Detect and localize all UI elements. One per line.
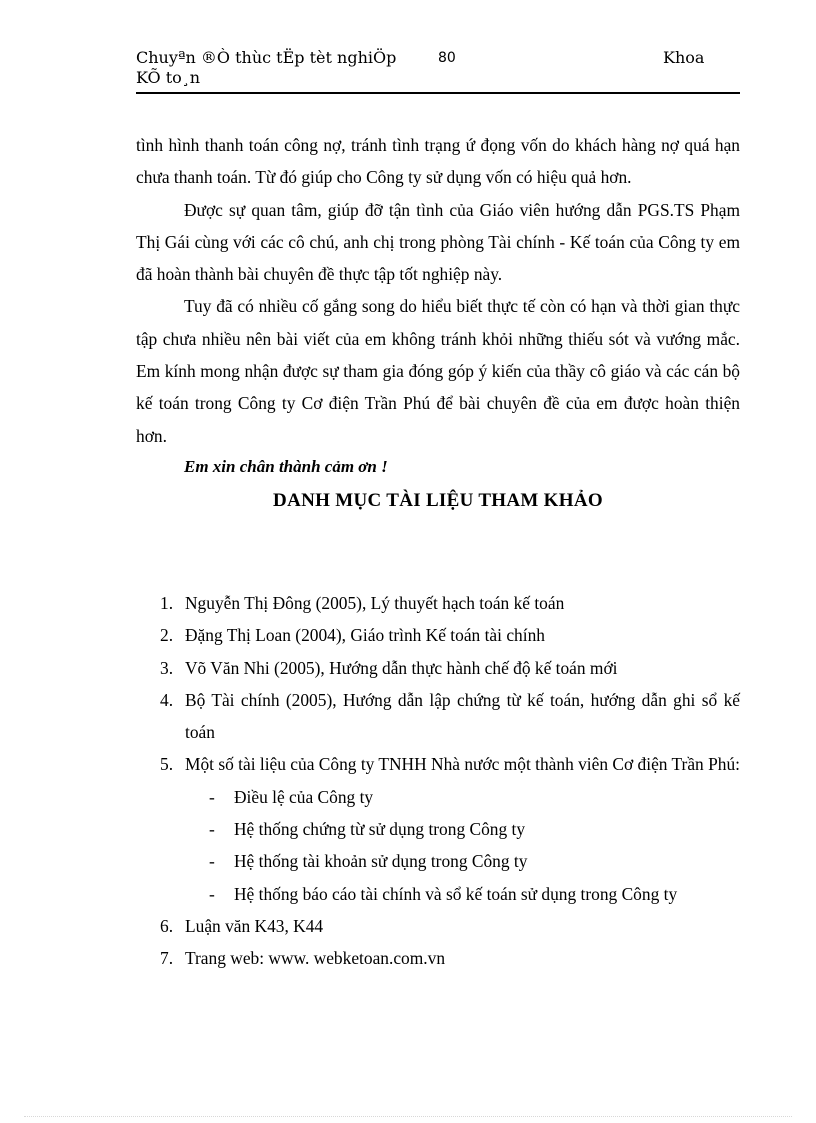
reference-number: 2. (160, 625, 174, 646)
reference-text: Trang web: www. webketoan.com.vn (185, 948, 446, 969)
sub-list-item (185, 845, 740, 877)
reference-item (136, 587, 740, 619)
reference-text: Nguyễn Thị Đông (2005), Lý thuyết hạch toán kế toán (185, 593, 565, 613)
sub-list-item (185, 781, 740, 813)
sub-item-text: Hệ thống báo cáo tài chính và sổ kế toán sử dụng trong Công ty (234, 883, 678, 904)
dash-bullet: - (209, 819, 215, 840)
body-text (136, 129, 740, 516)
reference-number: 5. (160, 754, 174, 775)
sub-list-item (185, 813, 740, 845)
paragraph-acknowledgement: Được sự quan tâm, giúp đỡ tận tình của Giáo viên hướng dẫn PGS.TS Phạm Thị Gái cùng với các cô chú, anh chị trong phòng Tài chính - Kế toán của Công ty em đã hoàn thành bài chuyên đề thực tập tốt nghiệp này. (136, 199, 740, 285)
sub-item-text: Điều lệ của Công ty (234, 786, 374, 807)
reference-item (136, 748, 740, 909)
page-header (136, 48, 740, 94)
sub-item-text: Hệ thống chứng từ sử dụng trong Công ty (234, 819, 526, 840)
reference-text: Đặng Thị Loan (2004), Giáo trình Kế toán tài chính (185, 625, 545, 646)
reference-text: Một số tài liệu của Công ty TNHH Nhà nước một thành viên Cơ điện Trần Phú: (185, 754, 740, 775)
reference-item (136, 619, 740, 651)
reference-item (136, 652, 740, 684)
thanks-line: Em xin chân thành cảm ơn ! (184, 456, 388, 476)
header-department: Khoa (663, 48, 705, 67)
company-documents-list (185, 781, 740, 910)
paragraph-continuation: tình hình thanh toán công nợ, tránh tình trạng ứ đọng vốn do khách hàng nợ quá hạn chưa thanh toán. Từ đó giúp cho Công ty sử dụng vốn có hiệu quả hơn. (136, 135, 740, 188)
dash-bullet: - (209, 883, 215, 904)
dash-bullet: - (209, 786, 215, 807)
reference-number: 6. (160, 915, 174, 936)
reference-text: Bộ Tài chính (2005), Hướng dẫn lập chứng từ kế toán, hướng dẫn ghi sổ kế toán (185, 689, 740, 743)
header-title: Chuyªn ®Ò thùc tËp tèt nghiÖp KÕ to¸n (136, 48, 397, 87)
reference-item (136, 684, 740, 749)
footer-dotted-rule (24, 1116, 792, 1117)
paragraph-apology: Tuy đã có nhiều cố gắng song do hiểu biết thực tế còn có hạn và thời gian thực tập chưa nhiều nên bài viết của em không tránh khỏi những thiếu sót và vướng mắc. Em kính mong nhận được sự tham gia đóng góp ý kiến của thầy cô giáo và các cán bộ kế toán trong Công ty Cơ điện Trần Phú để bài chuyên đề của em được hoàn thiện hơn. (136, 296, 740, 446)
dash-bullet: - (209, 851, 215, 872)
reference-number: 1. (160, 593, 174, 613)
reference-number: 4. (160, 689, 174, 710)
reference-item (136, 942, 740, 974)
references-heading: DANH MỤC TÀI LIỆU THAM KHẢO (273, 489, 603, 511)
reference-number: 7. (160, 948, 174, 969)
reference-item (136, 910, 740, 942)
sub-list-item (185, 878, 740, 910)
page-number: 80 (438, 50, 456, 66)
references-list (136, 587, 740, 975)
reference-number: 3. (160, 657, 174, 678)
sub-item-text: Hệ thống tài khoản sử dụng trong Công ty (234, 851, 528, 872)
reference-text: Võ Văn Nhi (2005), Hướng dẫn thực hành chế độ kế toán mới (185, 657, 618, 678)
reference-text: Luận văn K43, K44 (185, 915, 324, 936)
